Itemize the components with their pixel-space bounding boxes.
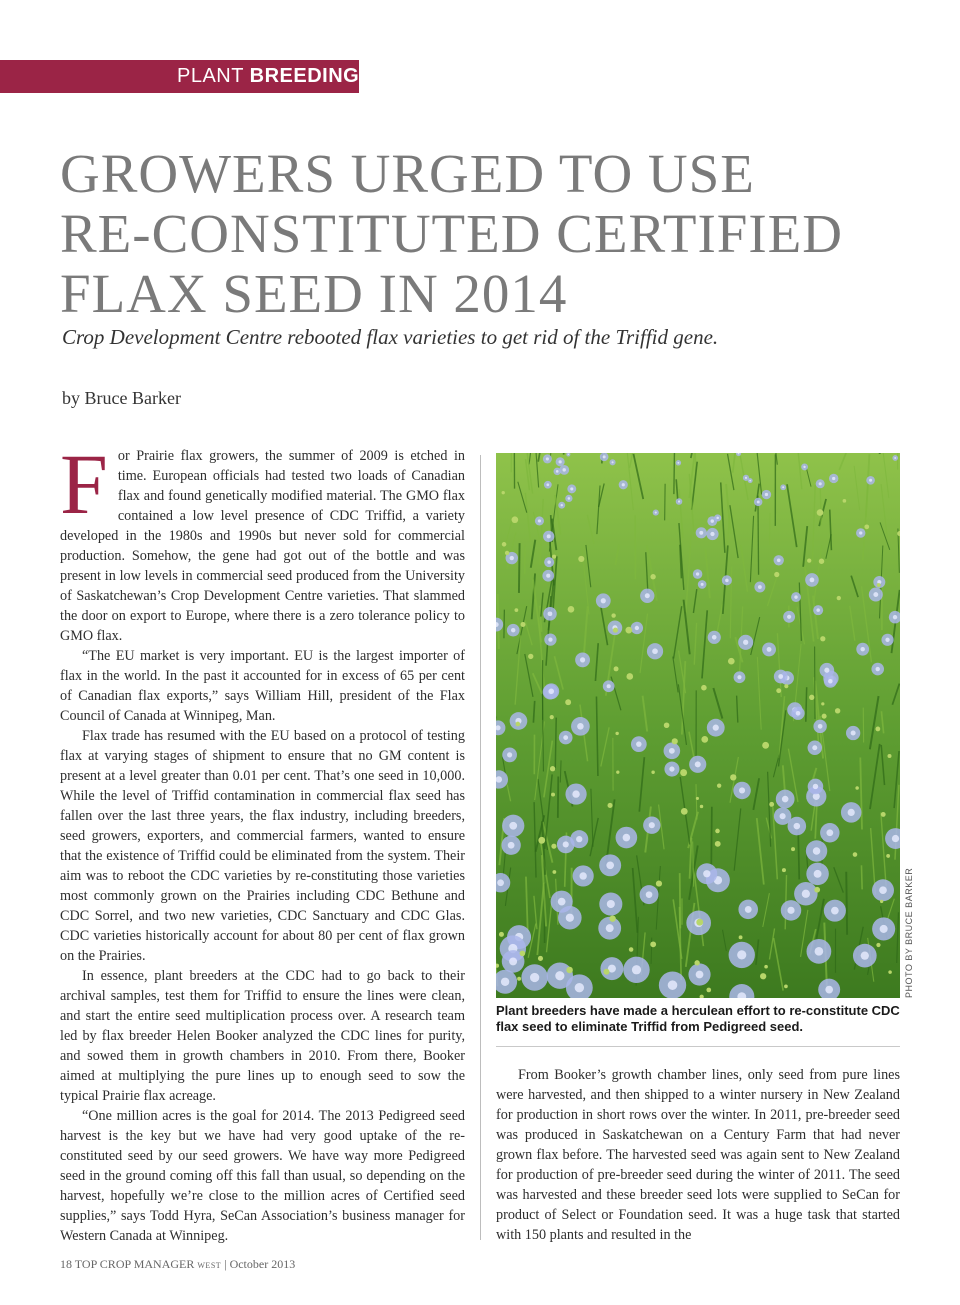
article-paragraph: “The EU market is very important. EU is the largest importer of flax in the world. In the past it accounted for in excess of 65 per cent of Canadian flax exports,” says William Hill, president of the Flax Council of Canada at Winnipeg, Man.	[60, 648, 465, 724]
magazine-name: TOP CROP MANAGER	[74, 1257, 195, 1271]
headline-line-3: FLAX SEED IN 2014	[60, 263, 568, 324]
photo-caption: Plant breeders have made a herculean effort to re-constitute CDC flax seed to eliminate Triffid from Pedigreed seed.	[496, 1003, 900, 1034]
footer-separator: |	[224, 1257, 227, 1271]
page-number: 18	[60, 1257, 72, 1271]
flax-field-photo	[496, 453, 900, 998]
byline: by Bruce Barker	[62, 388, 181, 408]
caption-rule	[496, 1046, 900, 1047]
page-footer	[60, 1257, 295, 1272]
headline-line-2: RE-CONSTITUTED CERTIFIED	[60, 203, 843, 264]
photo-credit: PHOTO BY BRUCE BARKER	[904, 867, 914, 998]
section-tag-bold: BREEDING	[249, 65, 360, 87]
flax-field-illustration	[496, 453, 900, 998]
section-tag-light: PLANT	[177, 65, 244, 87]
deck: Crop Development Centre rebooted flax varieties to get rid of the Triffid gene.	[62, 325, 719, 349]
headline	[60, 144, 940, 324]
issue-date: October 2013	[229, 1257, 296, 1271]
article-column-right	[496, 1065, 900, 1245]
section-tag	[0, 60, 359, 93]
dropcap: F	[60, 436, 108, 532]
paragraph-text: or Prairie flax growers, the summer of 2009 is etched in time. European officials had tested two loads of Canadian flax and found genetically modified material. The GMO flax contained a low level presence of CDC Triffid, a variety developed in the 1980s and 1990s but never sold for commercial production. Somehow, the gene had got out of the bottle and was present in low levels in commercial seed produced from the University of Saskatchewan’s Crop Development Centre varieties. That slammed the door on export to Europe, where there is a zero tolerance policy to GMO flax.	[60, 448, 465, 644]
magazine-edition: WEST	[197, 1261, 222, 1270]
article-paragraph: From Booker’s growth chamber lines, only seed from pure lines were harvested, and then shipped to a winter nursery in New Zealand for production in short rows over the winter. In 2011, pre-breeder seed was produced in Saskatchewan on a Century Farm that had never grown flax before. The harvested seed was again sent to New Zealand for production of pre-breeder seed during the winter of 2011. The seed was harvested and these breeder seed lots were supplied to SeCan for product of Select or Foundation seed. It was a huge task that started with 150 plants and resulted in the	[496, 1067, 900, 1243]
headline-line-1: GROWERS URGED TO USE	[60, 143, 755, 204]
article-paragraph: In essence, plant breeders at the CDC had to go back to their archival samples, test them for Triffid to ensure the lines were clean, and start the entire seed multiplication process over. A research team led by flax breeder Helen Booker analyzed the CDC lines for purity, and sowed them in growth chambers in 2010. From there, Booker aimed at multiplying the pure lines up to enough seed to sow the typical Prairie flax acreage.	[60, 968, 465, 1104]
article-column-left	[60, 436, 465, 1246]
column-divider	[480, 455, 481, 1240]
article-paragraph: “One million acres is the goal for 2014. The 2013 Pedigreed seed harvest is the key but we have had very good uptake of the re-constituted seed by our seed growers. We have way more Pedigreed seed in the ground coming off this fall than usual, so depending on the harvest, hopefully we’re close to the million acres of Certified seed supplies,” says Todd Hyra, SeCan Association’s business manager for Western Canada at Winnipeg.	[60, 1108, 465, 1244]
article-paragraph	[60, 436, 465, 646]
article-paragraph: Flax trade has resumed with the EU based on a protocol of testing flax at varying stages of shipment to ensure that no GM content is present at a level greater than 0.01 per cent. That’s one seed in 10,000. While the level of Triffid contamination in commercial flax seed has fallen over the last three years, the flax industry, including breeders, seed growers, exporters, and commercial farmers, wanted to ensure that the existence of Triffid could be eliminated from the system. Their aim was to reboot the CDC varieties by re-constituting those varieties most commonly grown on the Prairies including CDC Bethune and CDC Sorrel, and two new varieties, CDC Sanctuary and CDC Glas. CDC varieties historically account for about 80 per cent of flax grown on the Prairies.	[60, 728, 465, 964]
